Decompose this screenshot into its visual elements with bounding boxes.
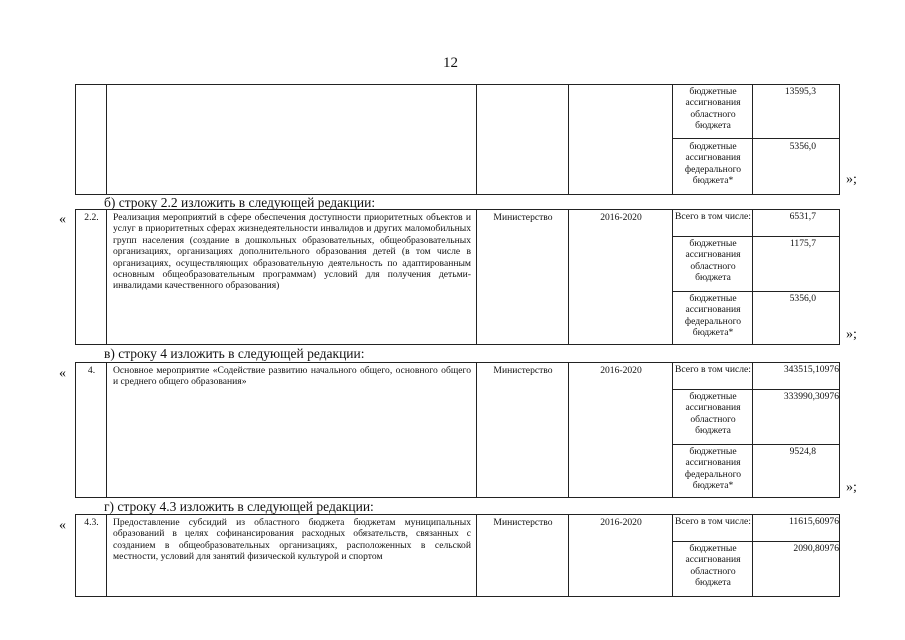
executor-cell: Министерство [493,365,553,376]
budget-type-cell: Всего в том числе: [675,211,751,222]
amount-cell: 1175,7 [789,238,816,249]
budget-type-cell: бюджетные ассигнования областного бюджета [685,543,741,589]
amount-cell: 2090,80976 [793,543,839,554]
closing-quote-mark: »; [846,172,857,187]
budget-type-cell: бюджетные ассигнования федерального бюджета* [684,446,742,492]
table-row-4-3 [75,514,840,597]
closing-quote-mark: »; [846,327,857,342]
opening-quote-mark: « [59,518,66,533]
row-number: 4. [87,365,96,376]
amount-cell: 9524,8 [789,446,816,457]
amount-cell: 13595,3 [784,86,816,97]
budget-type-cell: Всего в том числе: [675,364,751,375]
row-number: 2.2. [84,212,99,223]
measure-description: Предоставление субсидий из областного бюджета бюджетам муниципальных образований в целях софинансирования расходных обязательств, связанных с созданием в общеобразовательных организациях, расположенных в сельской местности, условий для занятий физической культурой и спортом [113,517,471,563]
amount-cell: 333990,30976 [783,391,839,402]
amount-cell: 343515,10976 [783,364,839,375]
measure-description: Реализация мероприятий в сфере обеспечения доступности приоритетных объектов и услуг в приоритетных сферах жизнедеятельности инвалидов и других маломобильных групп населения (создание в дошкольных образовательных, общеобразовательных организациях, организациях дополнительного образования детей (в том числе в организациях, осуществляющих образовательную деятельность по адаптированным основным общеобразовательным программам) условий для получения детьми-инвалидами качественного образования) [113,212,471,292]
table-row-4 [75,362,840,498]
budget-type-cell: бюджетные ассигнования федерального бюджета* [684,293,742,339]
executor-cell: Министерство [493,212,553,223]
table-row-2-2 [75,209,840,345]
page-number: 12 [443,55,458,71]
period-cell: 2016-2020 [600,212,642,223]
section-heading-g: г) строку 4.3 изложить в следующей редакции: [104,499,374,514]
budget-type-cell: бюджетные ассигнования областного бюджета [685,238,741,284]
row-number: 4.3. [84,517,99,528]
budget-type-cell: бюджетные ассигнования областного бюджета [685,391,741,437]
section-heading-v: в) строку 4 изложить в следующей редакции: [104,346,365,361]
opening-quote-mark: « [59,366,66,381]
table-continuation [75,84,840,195]
section-heading-b: б) строку 2.2 изложить в следующей редакции: [104,195,376,210]
amount-cell: 5356,0 [789,141,816,152]
measure-description: Основное мероприятие «Содействие развитию начального общего, основного общего и среднего общего образования» [113,365,471,388]
amount-cell: 11615,60976 [788,516,839,527]
opening-quote-mark: « [59,212,66,227]
executor-cell: Министерство [493,517,553,528]
amount-cell: 5356,0 [789,293,816,304]
period-cell: 2016-2020 [600,365,642,376]
closing-quote-mark: »; [846,480,857,495]
budget-type-cell: бюджетные ассигнования федерального бюджета* [684,141,742,187]
amount-cell: 6531,7 [789,211,816,222]
budget-type-cell: Всего в том числе: [675,516,751,527]
budget-type-cell: бюджетные ассигнования областного бюджета [685,86,741,132]
period-cell: 2016-2020 [600,517,642,528]
